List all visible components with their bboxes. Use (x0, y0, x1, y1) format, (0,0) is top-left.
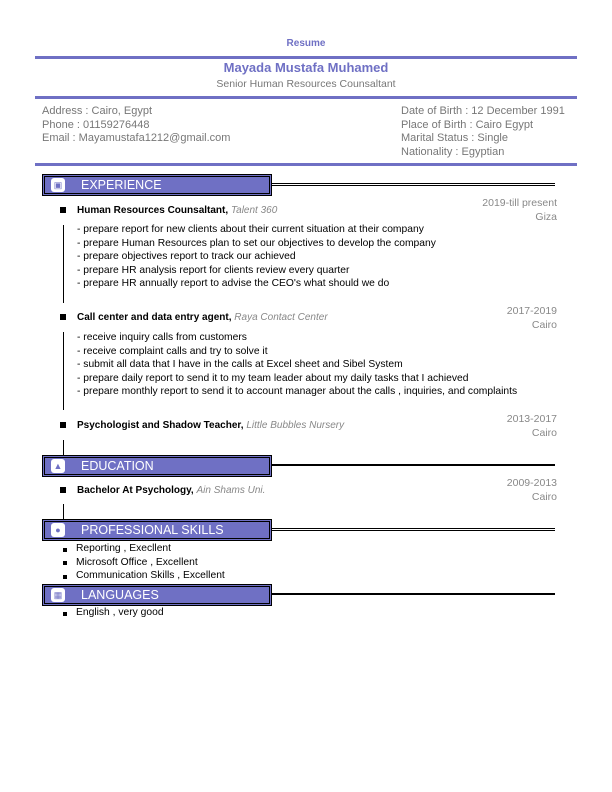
contact-left (42, 105, 230, 146)
job-title: Human Resources Counsaltant, Talent 360 (77, 205, 278, 216)
skill-item: Communication Skills , Excellent (76, 570, 225, 581)
graduation-cap-icon: ▲ (51, 459, 65, 473)
duty: - prepare monthly report to send it to account manager about the calls , inquiries, and complaints (77, 386, 518, 397)
contact-right (401, 105, 565, 159)
language-item: English , very good (76, 607, 164, 618)
job-duties (77, 331, 517, 399)
job-org: Talent 360 (230, 205, 278, 216)
email: Email : Mayamustafa1212@gmail.com (42, 132, 231, 144)
section-rule (272, 593, 555, 595)
nationality: Nationality : Egyptian (401, 145, 505, 158)
skills-list (76, 542, 225, 583)
people-icon: ● (51, 523, 65, 537)
education-place: Cairo (531, 491, 557, 503)
skill-item: Microsoft Office , Excellent (76, 556, 198, 568)
job-place: Cairo (531, 319, 557, 331)
job-org: Little Bubbles Nursery (246, 420, 345, 431)
bullet (63, 561, 67, 565)
timeline-line (63, 332, 64, 410)
section-title: EDUCATION (81, 459, 154, 473)
job-org: Raya Contact Center (234, 312, 328, 323)
job-duties (77, 223, 436, 291)
marital-status: Marital Status : Single (401, 132, 508, 144)
education-date: 2009-2013 (506, 477, 557, 489)
duty: - prepare HR analysis report for clients review every quarter (77, 264, 350, 276)
section-rule (272, 464, 555, 466)
duty: - prepare Human Resources plan to set our objectives to develop the company (77, 237, 436, 249)
translate-icon: ▦ (51, 588, 65, 602)
education-meta (507, 476, 557, 504)
education-title: Bachelor At Psychology, Ain Shams Uni. (77, 485, 266, 496)
job-title: Call center and data entry agent, Raya Contact Center (77, 312, 328, 323)
phone: Phone : 01159276448 (42, 118, 150, 131)
bullet (60, 487, 66, 493)
section-title: LANGUAGES (81, 588, 159, 602)
duty: - prepare report for new clients about their current situation at their company (77, 224, 424, 235)
doc-title: Resume (286, 38, 326, 49)
briefcase-icon: ▣ (51, 178, 65, 192)
job-date: 2017-2019 (506, 305, 557, 317)
duty: - receive inquiry calls from customers (77, 332, 247, 343)
job-date: 2013-2017 (506, 413, 557, 425)
duty: - prepare objectives report to track our achieved (77, 251, 296, 262)
headline: Senior Human Resources Counsaltant (216, 78, 396, 90)
job-meta (507, 304, 557, 332)
section-header-skills (42, 519, 272, 541)
bullet (63, 548, 67, 552)
bullet (60, 207, 66, 213)
date-of-birth: Date of Birth : 12 December 1991 (401, 105, 565, 117)
place-of-birth: Place of Birth : Cairo Egypt (401, 118, 534, 131)
section-rule (272, 528, 555, 531)
duty: - prepare daily report to send it to my team leader about my daily tasks that I achieved (77, 372, 469, 384)
job-meta (482, 196, 557, 224)
skill-item: Reporting , Execllent (76, 543, 172, 554)
section-title: EXPERIENCE (81, 178, 162, 192)
address: Address : Cairo, Egypt (42, 105, 153, 117)
job-title: Psychologist and Shadow Teacher, Little Bubbles Nursery (77, 420, 345, 431)
bullet (63, 612, 67, 616)
job-meta (507, 412, 557, 440)
divider (35, 96, 577, 99)
timeline-line (63, 504, 64, 519)
education-org: Ain Shams Uni. (196, 485, 266, 496)
timeline-line (63, 225, 64, 303)
section-title: PROFESSIONAL SKILLS (81, 523, 224, 537)
duty: - submit all data that I have in the calls at Excel sheet and Sibel System (77, 359, 403, 370)
job-date: 2019-till present (482, 197, 557, 209)
duty: - receive complaint calls and try to solve it (77, 345, 268, 357)
timeline-line (63, 440, 64, 455)
section-header-experience (42, 174, 272, 196)
divider (35, 56, 577, 59)
bullet (60, 422, 66, 428)
job-place: Giza (535, 211, 557, 223)
section-rule (272, 183, 555, 186)
candidate-name: Mayada Mustafa Muhamed (223, 60, 389, 75)
job-place: Cairo (531, 427, 557, 439)
divider (35, 163, 577, 166)
duty: - prepare HR annually report to advise the CEO's what should we do (77, 278, 390, 289)
bullet (63, 575, 67, 579)
bullet (60, 314, 66, 320)
section-header-languages (42, 584, 272, 606)
section-header-education (42, 455, 272, 477)
